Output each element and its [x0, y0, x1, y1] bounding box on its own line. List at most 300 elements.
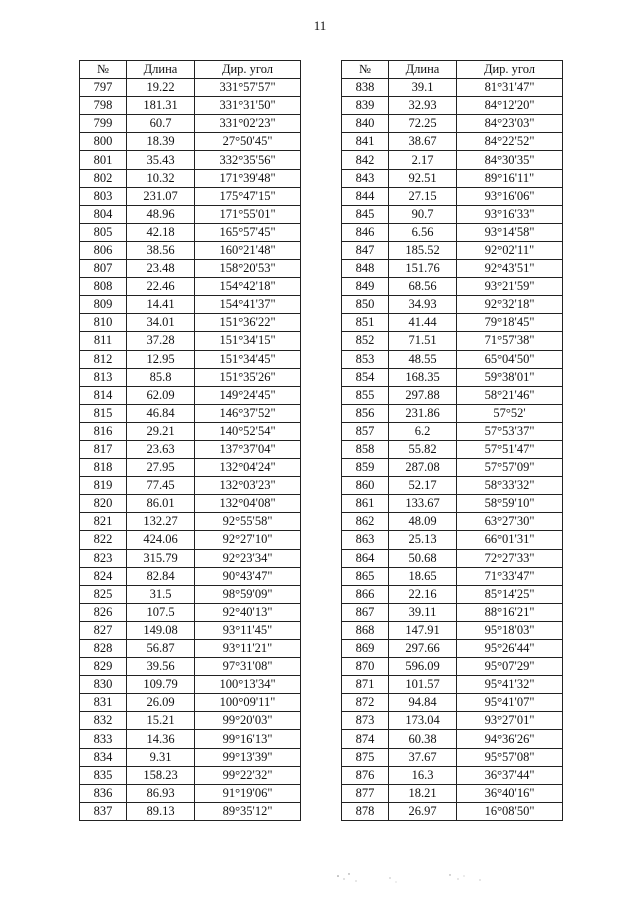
cell-direction-angle: 332°35'56"	[195, 151, 301, 169]
header-number: №	[80, 61, 127, 79]
cell-length: 231.07	[127, 187, 195, 205]
table-row	[80, 169, 301, 187]
cell-length: 23.48	[127, 260, 195, 278]
table-row	[342, 133, 563, 151]
cell-number: 817	[80, 440, 127, 458]
cell-direction-angle: 95°18'03"	[457, 621, 563, 639]
cell-number: 844	[342, 187, 389, 205]
table-row	[80, 241, 301, 259]
cell-number: 843	[342, 169, 389, 187]
cell-number: 802	[80, 169, 127, 187]
cell-number: 826	[80, 603, 127, 621]
table-row	[80, 784, 301, 802]
cell-direction-angle: 71°33'47"	[457, 567, 563, 585]
table-row	[342, 549, 563, 567]
table-row	[342, 223, 563, 241]
cell-direction-angle: 95°41'07"	[457, 694, 563, 712]
cell-number: 869	[342, 640, 389, 658]
cell-number: 859	[342, 459, 389, 477]
cell-direction-angle: 84°30'35"	[457, 151, 563, 169]
cell-number: 854	[342, 368, 389, 386]
cell-length: 14.36	[127, 730, 195, 748]
cell-direction-angle: 137°37'04"	[195, 440, 301, 458]
table-row	[80, 440, 301, 458]
cell-direction-angle: 92°43'51"	[457, 260, 563, 278]
cell-number: 836	[80, 784, 127, 802]
cell-direction-angle: 154°41'37"	[195, 296, 301, 314]
cell-number: 864	[342, 549, 389, 567]
cell-direction-angle: 92°02'11"	[457, 241, 563, 259]
cell-number: 832	[80, 712, 127, 730]
table-row	[342, 748, 563, 766]
table-row	[342, 567, 563, 585]
table-row	[342, 97, 563, 115]
cell-number: 803	[80, 187, 127, 205]
cell-number: 838	[342, 79, 389, 97]
cell-direction-angle: 151°35'26"	[195, 368, 301, 386]
cell-number: 842	[342, 151, 389, 169]
cell-length: 85.8	[127, 368, 195, 386]
cell-number: 853	[342, 350, 389, 368]
cell-length: 46.84	[127, 404, 195, 422]
table-row	[80, 640, 301, 658]
cell-length: 48.09	[389, 513, 457, 531]
cell-direction-angle: 79°18'45"	[457, 314, 563, 332]
cell-number: 819	[80, 477, 127, 495]
cell-number: 877	[342, 784, 389, 802]
cell-number: 811	[80, 332, 127, 350]
cell-length: 48.96	[127, 205, 195, 223]
table-row	[342, 585, 563, 603]
cell-direction-angle: 146°37'52"	[195, 404, 301, 422]
header-direction-angle: Дир. угол	[457, 61, 563, 79]
cell-direction-angle: 58°21'46"	[457, 386, 563, 404]
cell-length: 12.95	[127, 350, 195, 368]
cell-number: 865	[342, 567, 389, 585]
cell-length: 297.88	[389, 386, 457, 404]
cell-length: 26.97	[389, 802, 457, 820]
cell-number: 850	[342, 296, 389, 314]
cell-length: 181.31	[127, 97, 195, 115]
table-row	[80, 187, 301, 205]
cell-length: 31.5	[127, 585, 195, 603]
table-row	[342, 350, 563, 368]
table-row	[342, 531, 563, 549]
cell-length: 2.17	[389, 151, 457, 169]
cell-direction-angle: 99°20'03"	[195, 712, 301, 730]
table-row	[342, 440, 563, 458]
cell-length: 41.44	[389, 314, 457, 332]
table-row	[342, 495, 563, 513]
table-row	[80, 676, 301, 694]
cell-direction-angle: 171°55'01"	[195, 205, 301, 223]
table-row	[342, 802, 563, 820]
cell-length: 52.17	[389, 477, 457, 495]
table-row	[80, 386, 301, 404]
table-row	[342, 169, 563, 187]
cell-number: 830	[80, 676, 127, 694]
table-row	[342, 368, 563, 386]
cell-direction-angle: 92°55'58"	[195, 513, 301, 531]
cell-direction-angle: 81°31'47"	[457, 79, 563, 97]
cell-direction-angle: 72°27'33"	[457, 549, 563, 567]
table-row	[80, 585, 301, 603]
cell-number: 875	[342, 748, 389, 766]
cell-direction-angle: 92°32'18"	[457, 296, 563, 314]
table-row	[342, 477, 563, 495]
table-row	[80, 296, 301, 314]
cell-direction-angle: 63°27'30"	[457, 513, 563, 531]
cell-length: 94.84	[389, 694, 457, 712]
table-row	[80, 477, 301, 495]
table-row	[80, 459, 301, 477]
cell-length: 6.56	[389, 223, 457, 241]
table-row	[80, 422, 301, 440]
cell-number: 847	[342, 241, 389, 259]
cell-number: 810	[80, 314, 127, 332]
cell-direction-angle: 57°51'47"	[457, 440, 563, 458]
cell-length: 14.41	[127, 296, 195, 314]
cell-direction-angle: 160°21'48"	[195, 241, 301, 259]
cell-direction-angle: 89°35'12"	[195, 802, 301, 820]
cell-number: 867	[342, 603, 389, 621]
cell-number: 863	[342, 531, 389, 549]
table-row	[342, 730, 563, 748]
cell-number: 797	[80, 79, 127, 97]
scan-noise	[330, 870, 500, 890]
cell-direction-angle: 57°53'37"	[457, 422, 563, 440]
cell-number: 868	[342, 621, 389, 639]
cell-direction-angle: 89°16'11"	[457, 169, 563, 187]
cell-length: 90.7	[389, 205, 457, 223]
header-length: Длина	[127, 61, 195, 79]
table-row	[342, 314, 563, 332]
cell-direction-angle: 92°23'34"	[195, 549, 301, 567]
cell-number: 852	[342, 332, 389, 350]
cell-direction-angle: 331°57'57"	[195, 79, 301, 97]
cell-direction-angle: 90°43'47"	[195, 567, 301, 585]
cell-length: 77.45	[127, 477, 195, 495]
cell-length: 424.06	[127, 531, 195, 549]
table-row	[342, 459, 563, 477]
cell-length: 151.76	[389, 260, 457, 278]
cell-direction-angle: 93°16'06"	[457, 187, 563, 205]
cell-direction-angle: 151°36'22"	[195, 314, 301, 332]
cell-direction-angle: 100°13'34"	[195, 676, 301, 694]
cell-length: 6.2	[389, 422, 457, 440]
table-row	[80, 531, 301, 549]
cell-number: 860	[342, 477, 389, 495]
cell-number: 851	[342, 314, 389, 332]
cell-direction-angle: 97°31'08"	[195, 658, 301, 676]
cell-length: 287.08	[389, 459, 457, 477]
cell-direction-angle: 95°57'08"	[457, 748, 563, 766]
cell-number: 871	[342, 676, 389, 694]
cell-number: 861	[342, 495, 389, 513]
cell-length: 72.25	[389, 115, 457, 133]
cell-length: 60.7	[127, 115, 195, 133]
cell-direction-angle: 85°14'25"	[457, 585, 563, 603]
table-row	[80, 603, 301, 621]
cell-number: 822	[80, 531, 127, 549]
cell-length: 147.91	[389, 621, 457, 639]
cell-length: 26.09	[127, 694, 195, 712]
table-row	[342, 260, 563, 278]
cell-length: 48.55	[389, 350, 457, 368]
table-row	[342, 278, 563, 296]
cell-length: 15.21	[127, 712, 195, 730]
cell-length: 18.39	[127, 133, 195, 151]
cell-length: 37.67	[389, 748, 457, 766]
table-row	[342, 151, 563, 169]
table-row	[80, 332, 301, 350]
cell-direction-angle: 57°52'	[457, 404, 563, 422]
table-row	[342, 187, 563, 205]
cell-number: 816	[80, 422, 127, 440]
cell-number: 823	[80, 549, 127, 567]
table-row	[80, 495, 301, 513]
table-row	[80, 278, 301, 296]
cell-direction-angle: 58°59'10"	[457, 495, 563, 513]
cell-length: 109.79	[127, 676, 195, 694]
coordinates-table-right	[341, 60, 563, 821]
cell-direction-angle: 94°36'26"	[457, 730, 563, 748]
cell-number: 813	[80, 368, 127, 386]
cell-direction-angle: 57°57'09"	[457, 459, 563, 477]
table-row	[80, 567, 301, 585]
table-row	[342, 621, 563, 639]
cell-length: 86.01	[127, 495, 195, 513]
table-row	[342, 712, 563, 730]
cell-number: 829	[80, 658, 127, 676]
cell-direction-angle: 93°16'33"	[457, 205, 563, 223]
cell-number: 840	[342, 115, 389, 133]
cell-direction-angle: 92°27'10"	[195, 531, 301, 549]
table-row	[342, 79, 563, 97]
cell-length: 68.56	[389, 278, 457, 296]
cell-length: 38.56	[127, 241, 195, 259]
cell-number: 804	[80, 205, 127, 223]
cell-direction-angle: 16°08'50"	[457, 802, 563, 820]
header-length: Длина	[389, 61, 457, 79]
cell-length: 168.35	[389, 368, 457, 386]
table-row	[80, 260, 301, 278]
cell-number: 876	[342, 766, 389, 784]
header-direction-angle: Дир. угол	[195, 61, 301, 79]
cell-length: 22.46	[127, 278, 195, 296]
table-row	[80, 205, 301, 223]
cell-number: 837	[80, 802, 127, 820]
cell-length: 27.15	[389, 187, 457, 205]
table-row	[80, 368, 301, 386]
cell-direction-angle: 158°20'53"	[195, 260, 301, 278]
cell-length: 82.84	[127, 567, 195, 585]
cell-length: 18.65	[389, 567, 457, 585]
cell-direction-angle: 132°04'08"	[195, 495, 301, 513]
cell-number: 873	[342, 712, 389, 730]
cell-number: 858	[342, 440, 389, 458]
cell-length: 89.13	[127, 802, 195, 820]
table-row	[342, 205, 563, 223]
table-row	[80, 748, 301, 766]
cell-number: 839	[342, 97, 389, 115]
cell-length: 39.1	[389, 79, 457, 97]
cell-direction-angle: 93°11'21"	[195, 640, 301, 658]
cell-direction-angle: 58°33'32"	[457, 477, 563, 495]
table-row	[342, 640, 563, 658]
page-number: 11	[313, 18, 327, 33]
cell-number: 828	[80, 640, 127, 658]
cell-length: 23.63	[127, 440, 195, 458]
cell-number: 846	[342, 223, 389, 241]
cell-direction-angle: 36°40'16"	[457, 784, 563, 802]
table-row	[80, 151, 301, 169]
cell-number: 820	[80, 495, 127, 513]
table-row	[80, 549, 301, 567]
table-row	[342, 422, 563, 440]
cell-length: 38.67	[389, 133, 457, 151]
cell-number: 862	[342, 513, 389, 531]
cell-number: 806	[80, 241, 127, 259]
cell-length: 596.09	[389, 658, 457, 676]
cell-number: 848	[342, 260, 389, 278]
cell-direction-angle: 95°07'29"	[457, 658, 563, 676]
table-row	[80, 730, 301, 748]
table-row	[342, 404, 563, 422]
table-row	[342, 332, 563, 350]
cell-direction-angle: 99°13'39"	[195, 748, 301, 766]
cell-direction-angle: 95°41'32"	[457, 676, 563, 694]
cell-direction-angle: 132°04'24"	[195, 459, 301, 477]
cell-number: 821	[80, 513, 127, 531]
cell-number: 807	[80, 260, 127, 278]
table-row	[342, 694, 563, 712]
cell-direction-angle: 175°47'15"	[195, 187, 301, 205]
cell-length: 185.52	[389, 241, 457, 259]
cell-number: 818	[80, 459, 127, 477]
table-row	[80, 97, 301, 115]
table-row	[80, 223, 301, 241]
table-row	[80, 802, 301, 820]
cell-number: 805	[80, 223, 127, 241]
cell-direction-angle: 66°01'31"	[457, 531, 563, 549]
table-row	[80, 694, 301, 712]
cell-number: 801	[80, 151, 127, 169]
table-row	[342, 784, 563, 802]
cell-length: 132.27	[127, 513, 195, 531]
cell-length: 25.13	[389, 531, 457, 549]
cell-number: 849	[342, 278, 389, 296]
cell-length: 32.93	[389, 97, 457, 115]
cell-length: 50.68	[389, 549, 457, 567]
table-row	[80, 621, 301, 639]
cell-length: 34.93	[389, 296, 457, 314]
cell-number: 874	[342, 730, 389, 748]
table-row	[80, 712, 301, 730]
cell-direction-angle: 84°23'03"	[457, 115, 563, 133]
cell-number: 855	[342, 386, 389, 404]
cell-number: 835	[80, 766, 127, 784]
cell-length: 297.66	[389, 640, 457, 658]
table-row	[342, 676, 563, 694]
cell-length: 18.21	[389, 784, 457, 802]
cell-length: 71.51	[389, 332, 457, 350]
cell-length: 22.16	[389, 585, 457, 603]
cell-length: 158.23	[127, 766, 195, 784]
cell-length: 86.93	[127, 784, 195, 802]
cell-direction-angle: 93°14'58"	[457, 223, 563, 241]
cell-length: 10.32	[127, 169, 195, 187]
cell-direction-angle: 154°42'18"	[195, 278, 301, 296]
cell-length: 16.3	[389, 766, 457, 784]
cell-number: 799	[80, 115, 127, 133]
cell-direction-angle: 95°26'44"	[457, 640, 563, 658]
cell-length: 55.82	[389, 440, 457, 458]
cell-length: 133.67	[389, 495, 457, 513]
cell-number: 856	[342, 404, 389, 422]
cell-number: 833	[80, 730, 127, 748]
table-row	[342, 241, 563, 259]
cell-direction-angle: 92°40'13"	[195, 603, 301, 621]
table-row	[342, 658, 563, 676]
table-row	[342, 296, 563, 314]
cell-direction-angle: 27°50'45"	[195, 133, 301, 151]
cell-length: 315.79	[127, 549, 195, 567]
cell-number: 824	[80, 567, 127, 585]
cell-direction-angle: 65°04'50"	[457, 350, 563, 368]
table-header-row	[342, 61, 563, 79]
cell-number: 878	[342, 802, 389, 820]
cell-direction-angle: 149°24'45"	[195, 386, 301, 404]
cell-number: 857	[342, 422, 389, 440]
cell-direction-angle: 171°39'48"	[195, 169, 301, 187]
cell-direction-angle: 59°38'01"	[457, 368, 563, 386]
cell-direction-angle: 331°31'50"	[195, 97, 301, 115]
cell-direction-angle: 91°19'06"	[195, 784, 301, 802]
cell-direction-angle: 71°57'38"	[457, 332, 563, 350]
cell-length: 62.09	[127, 386, 195, 404]
cell-number: 809	[80, 296, 127, 314]
cell-direction-angle: 84°12'20"	[457, 97, 563, 115]
cell-direction-angle: 165°57'45"	[195, 223, 301, 241]
cell-number: 825	[80, 585, 127, 603]
cell-direction-angle: 132°03'23"	[195, 477, 301, 495]
cell-number: 870	[342, 658, 389, 676]
cell-direction-angle: 151°34'45"	[195, 350, 301, 368]
cell-length: 107.5	[127, 603, 195, 621]
cell-length: 39.11	[389, 603, 457, 621]
table-row	[80, 115, 301, 133]
cell-length: 101.57	[389, 676, 457, 694]
cell-number: 815	[80, 404, 127, 422]
table-row	[80, 314, 301, 332]
cell-number: 866	[342, 585, 389, 603]
cell-number: 800	[80, 133, 127, 151]
table-row	[342, 766, 563, 784]
cell-length: 35.43	[127, 151, 195, 169]
cell-number: 834	[80, 748, 127, 766]
cell-direction-angle: 88°16'21"	[457, 603, 563, 621]
cell-length: 56.87	[127, 640, 195, 658]
cell-direction-angle: 84°22'52"	[457, 133, 563, 151]
cell-number: 841	[342, 133, 389, 151]
cell-length: 34.01	[127, 314, 195, 332]
cell-number: 814	[80, 386, 127, 404]
cell-length: 39.56	[127, 658, 195, 676]
cell-number: 845	[342, 205, 389, 223]
cell-number: 872	[342, 694, 389, 712]
table-row	[80, 350, 301, 368]
